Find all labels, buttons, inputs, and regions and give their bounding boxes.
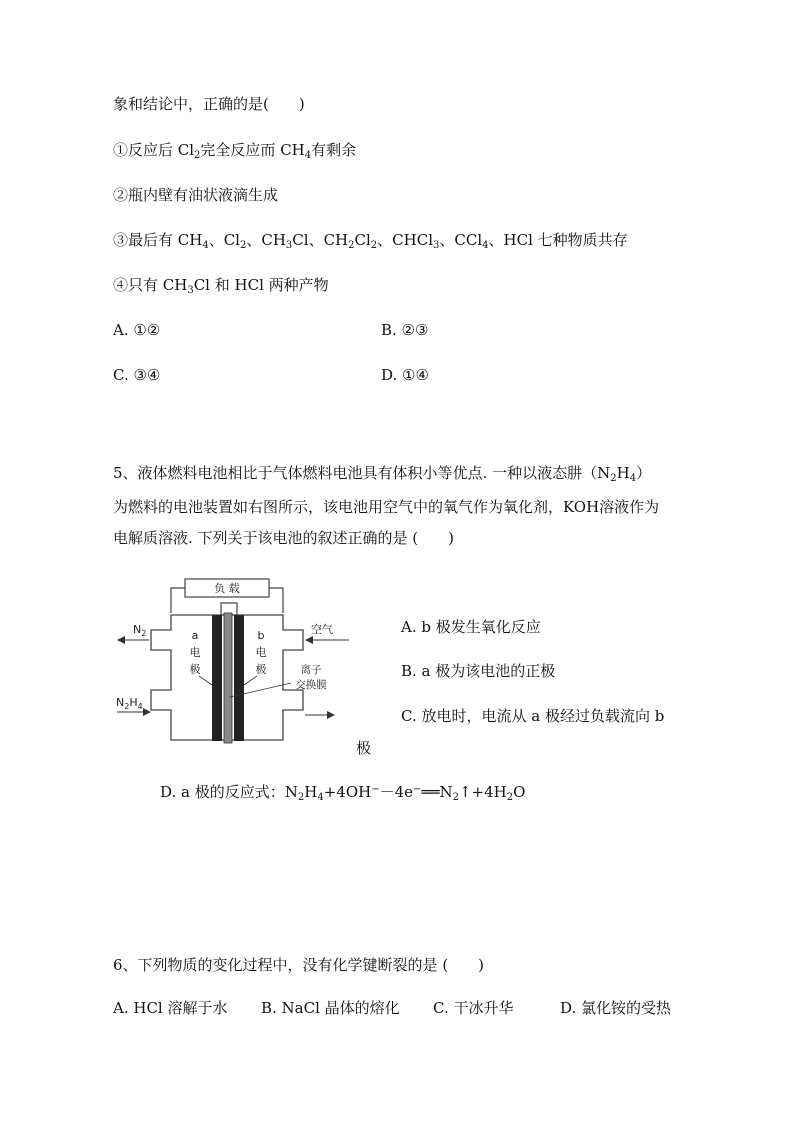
electrode-b (234, 615, 244, 741)
q4-option-c[interactable]: C. ③④ (113, 366, 161, 384)
q4-statement-1: ①反应后 $Cl_2$完全反应而 $CH_4$有剩余 (113, 141, 357, 161)
q6-option-d[interactable]: D. 氯化铵的受热 (560, 999, 672, 1017)
electrode-b-letter: b (257, 629, 265, 642)
electrode-b-dian: 电 (255, 646, 267, 659)
electrode-b-ji: 极 (255, 663, 267, 676)
q5-stem-line-2: 为燃料的电池装置如右图所示，该电池用空气中的氧气作为氧化剂，KOH溶液作为 (113, 498, 660, 516)
q5-option-b[interactable]: B. a 极为该电池的正极 (401, 662, 556, 680)
q4-statement-3: ③最后有 $CH_4$、$Cl_2$、$CH_3Cl$、$CH_2Cl_2$、CHCl$_3$、CCl$_4$、HCl 七种物质共存 (113, 231, 628, 251)
n2h4-label: $N_2H_4$ (116, 696, 143, 711)
wire-left (171, 588, 185, 613)
q5-option-c[interactable]: C. 放电时，电流从 a 极经过负载流向 b (401, 707, 665, 725)
fuel-cell-diagram (113, 575, 353, 750)
q6-stem: 6、下列物质的变化过程中，没有化学键断裂的是 ( ) (113, 956, 485, 974)
air-label: 空气 (311, 623, 333, 636)
q4-option-d[interactable]: D. ①④ (381, 366, 429, 384)
electrode-a-dian: 电 (189, 646, 201, 659)
electrode-a-letter: a (191, 629, 199, 642)
q5-stem-line-1: 5、液体燃料电池相比于气体燃料电池具有体积小等优点. 一种以液态肼$(N_2H_4)$ (113, 464, 652, 484)
electrode-a (212, 615, 222, 741)
q4-stem: 象和结论中，正确的是( ) (113, 95, 305, 113)
load-label: 负 载 (214, 582, 240, 595)
q4-statement-4: ④只有 $CH_3Cl$ 和 HCl 两种产物 (113, 276, 329, 296)
q4-option-b[interactable]: B. ②③ (381, 321, 429, 339)
n2-label: $N_2$ (133, 623, 147, 638)
q6-option-a[interactable]: A. HCl 溶解于水 (113, 999, 228, 1017)
ion-exchange-membrane (224, 613, 232, 743)
q4-option-a[interactable]: A. ①② (113, 321, 161, 339)
q5-stem-line-3: 电解质溶液. 下列关于该电池的叙述正确的是 ( ) (113, 529, 455, 547)
q6-option-c[interactable]: C. 干冰升华 (433, 999, 514, 1017)
electrode-a-ji: 极 (189, 663, 201, 676)
membrane-label-2: 交换膜 (295, 679, 327, 691)
wire-right (269, 588, 283, 613)
q4-statement-2: ②瓶内壁有油状液滴生成 (113, 186, 279, 204)
q6-option-b[interactable]: B. NaCl 晶体的熔化 (261, 999, 400, 1017)
q5-option-a[interactable]: A. b 极发生氧化反应 (401, 618, 541, 636)
q5-option-d[interactable]: D. a 极的反应式：$N_2H_4+4OH^--4e^-══N_2↑+4H_2O$ (160, 783, 526, 803)
membrane-label-1: 离子 (300, 664, 322, 676)
q5-option-c-tail: 极 (356, 739, 372, 757)
